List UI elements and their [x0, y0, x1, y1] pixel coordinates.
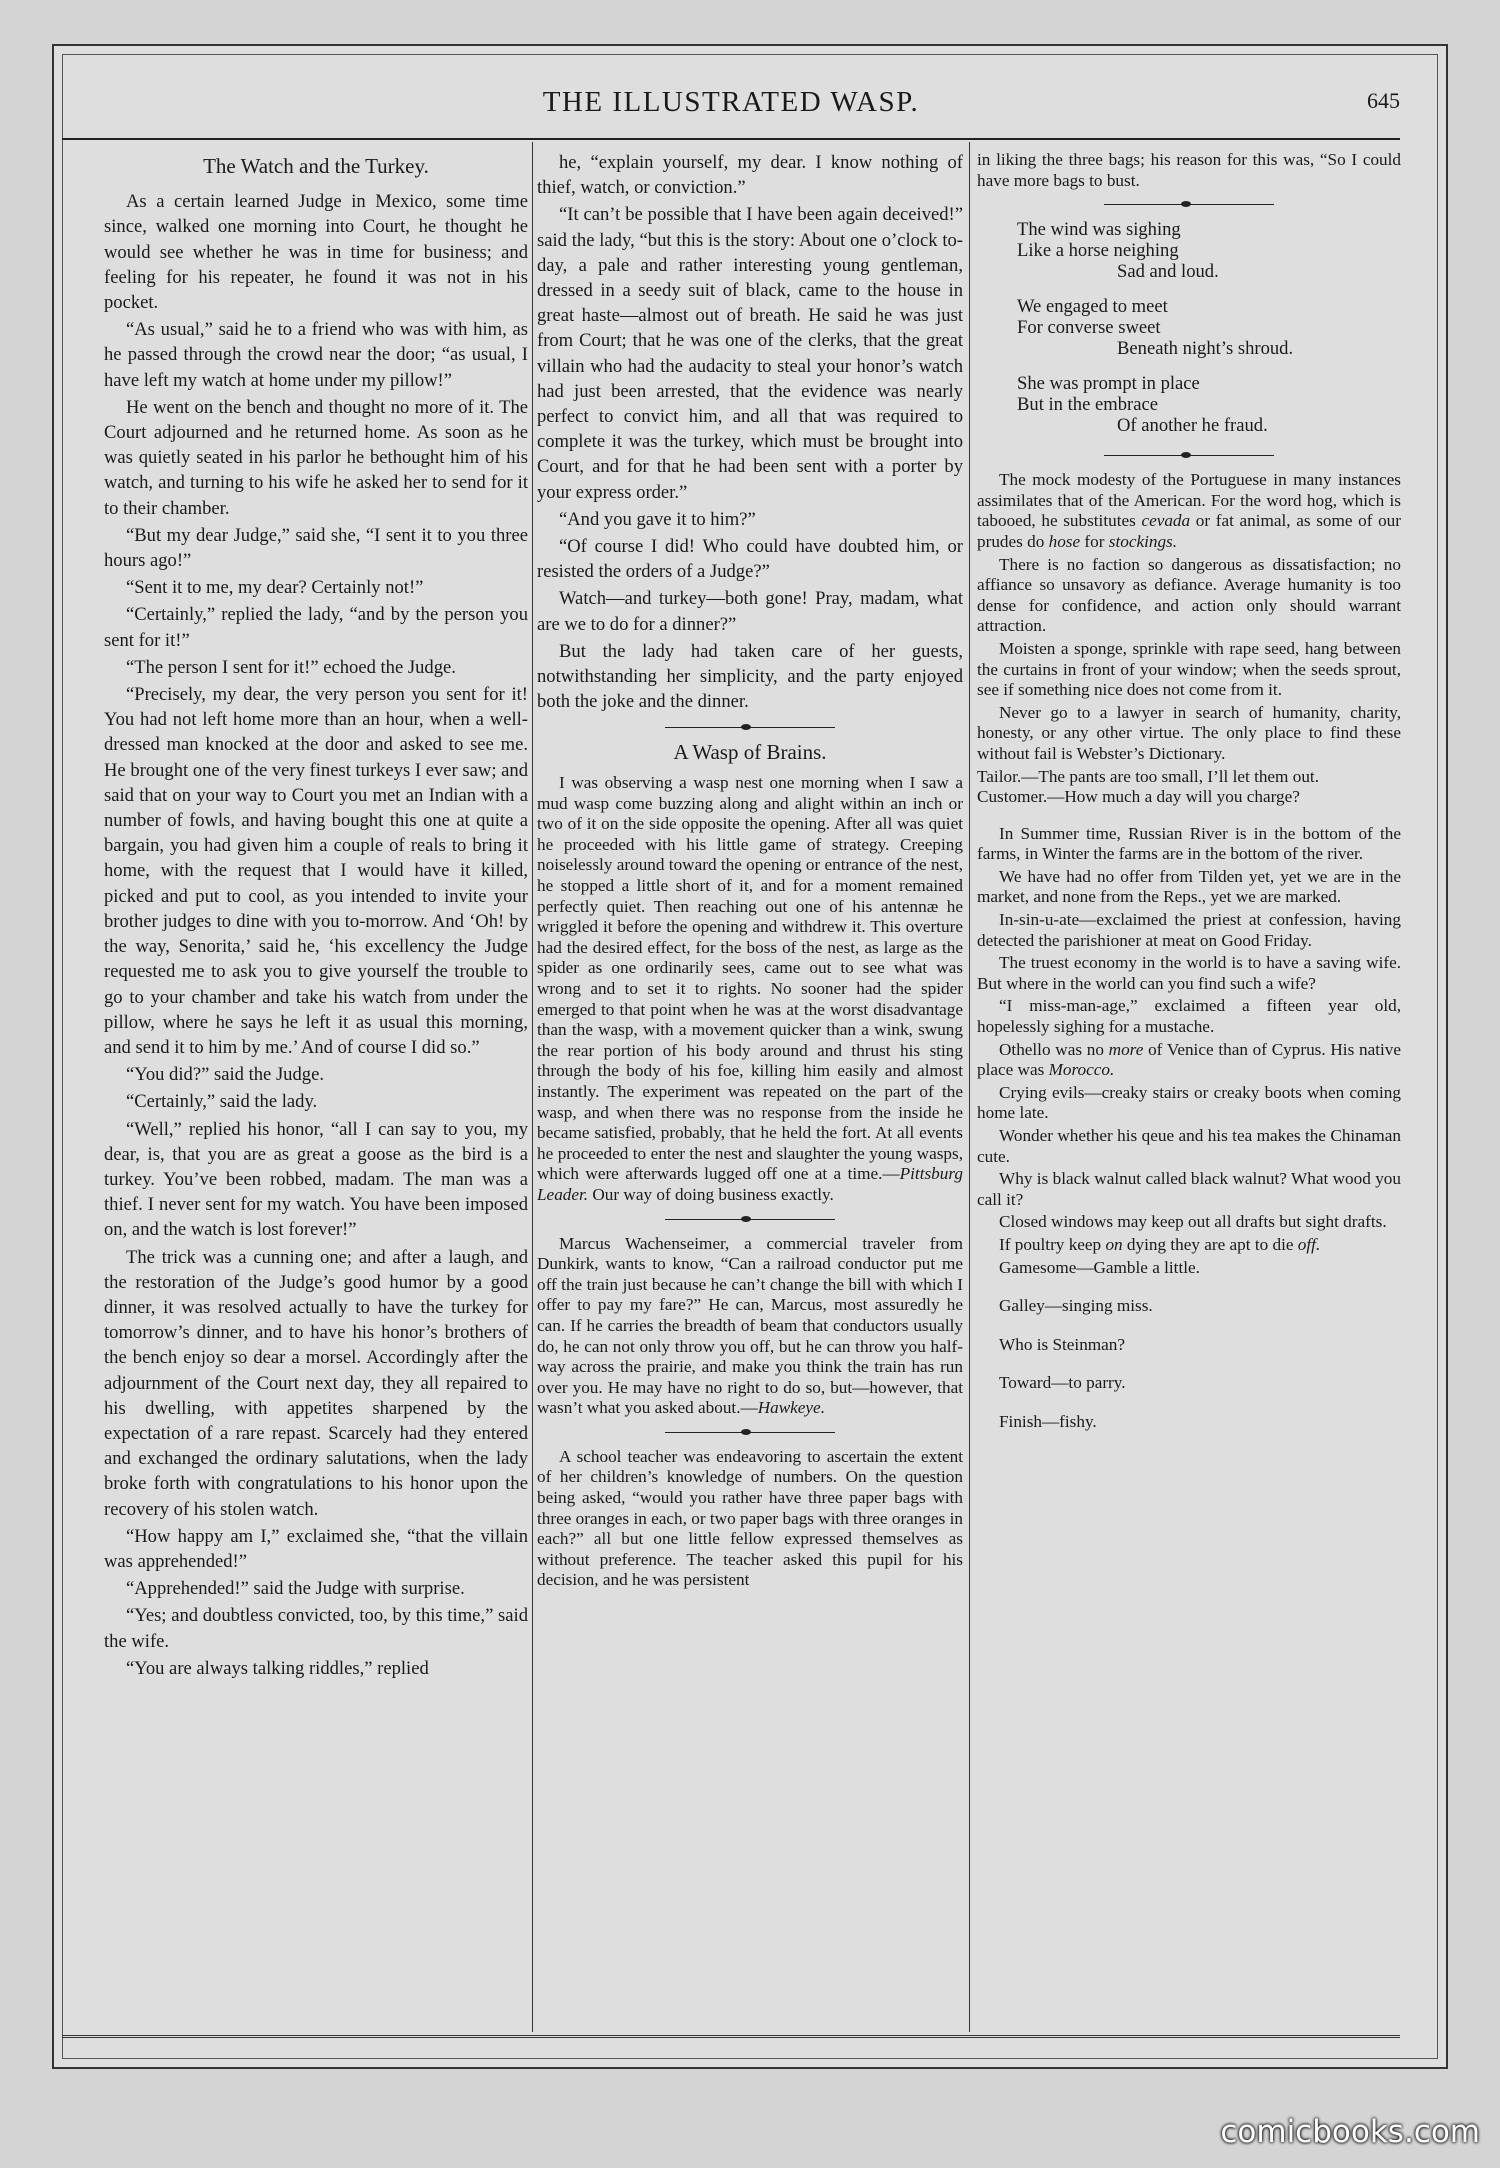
- article-paragraph: [977, 1235, 1401, 1256]
- article-paragraph: In Summer time, Russian River is in the bottom of the farms, in Winter the farms are in the bottom of the river.: [977, 823, 1401, 864]
- bottom-rule: [62, 2035, 1400, 2038]
- paragraph-list: [977, 555, 1401, 765]
- article-paragraph: “You are always talking riddles,” replied: [126, 1657, 429, 1679]
- poem-line: Sad and loud.: [1117, 261, 1219, 283]
- article-paragraph: Crying evils—creaky stairs or creaky boots when coming home late.: [977, 1082, 1401, 1123]
- article-paragraph: Moisten a sponge, sprinkle with rape seed, hang between the curtains in front of your window; when the seeds sprout, see if something nice does not come from it.: [977, 638, 1401, 700]
- section-divider: [537, 722, 963, 732]
- article-body: [104, 189, 528, 1681]
- article-paragraph: “Well,” replied his honor, “all I can say to you, my dear, is, that you are as great a goose as the bird is a turkey. You’ve been robbed, madam. The man was a thief. I never sent for my watch. You have been imposed on, and the watch is lost forever!”: [104, 1118, 528, 1241]
- article-paragraph: [537, 773, 963, 1205]
- article-paragraph: [977, 1040, 1401, 1081]
- paragraph-list: [977, 824, 1401, 1038]
- column-rule: [969, 142, 970, 2032]
- article-title: A Wasp of Brains.: [673, 740, 827, 765]
- one-liner: Galley—singing miss.: [999, 1296, 1153, 1316]
- source-credit: Pittsburg Leader.: [537, 1164, 963, 1204]
- poem-stanza: [1017, 373, 1401, 436]
- article-paragraph: He went on the bench and thought no more of it. The Court adjourned and he returned home. As soon as he was quietly seated in his parlor he bethought him of his watch, and turning to his wife he asked her to send for it to their chamber.: [104, 396, 528, 519]
- article-title: The Watch and the Turkey.: [203, 154, 429, 178]
- article-paragraph: “But my dear Judge,” said she, “I sent it to you three hours ago!”: [104, 524, 528, 572]
- article-text: Marcus Wachenseimer, a commercial traveler from Dunkirk, wants to know, “Can a railroad conductor put me off the train just because he can’t change the bill with which I offer to pay my fare?” He can, Marcus, most assuredly he can. If he carries the breadth of beam that conductors usually do, he can not only throw you off, but he can throw you half-way across the prairie, and make you think the train has run over you. He may have no right to do so, but—however, that wasn’t what you asked about.—: [537, 1233, 963, 1418]
- article-text: The mock modesty of the Portuguese in many instances assimilates that of the American. For the word hog, which is tabooed, he substitutes: [977, 470, 1401, 531]
- poem-line: We engaged to meet: [1017, 296, 1168, 318]
- article-paragraph: “Apprehended!” said the Judge with surprise.: [126, 1578, 465, 1600]
- article-paragraph: “Precisely, my dear, the very person you sent for it! You had not left home more than an hour, when a well-dressed man knocked at the door and asked to see me. He brought one of the very finest turkeys I ever saw; and said that on your way to Court you met an Indian with a number of fowls, and having bought this one at quite a bargain, you had given him a couple of reals to bring it home, with the request that I would have it killed, picked and put to cool, as you intended to invite your brother judges to dine with you to-morrow. And ‘Oh! by the way, Senorita,’ said he, ‘his excellency the Judge requested me to ask you to give yourself the trouble to go to your chamber and take his watch from under the pillow, where he says he left it as usual this morning, and send it to him by me.’ And of course I did so.”: [104, 684, 528, 1058]
- poem: [1017, 219, 1401, 436]
- italic-word: stockings.: [1108, 531, 1178, 551]
- article-paragraph: The trick was a cunning one; and after a laugh, and the restoration of the Judge’s good humor by a good dinner, it was resolved actually to have the turkey for tomorrow’s dinner, and to have his honor’s brothers of the bench enjoy so dear a morsel. Accordingly after the adjournment of the Court next day, they all repaired to his dwelling, with appetites sharpened by the expectation of a rare repast. Scarcely had they entered and exchanged the ordinary salutations, when the lady broke forth with congratulations to his honor upon the recovery of his stolen watch.: [104, 1246, 528, 1520]
- section-divider: [537, 1214, 963, 1224]
- italic-word: off.: [1297, 1234, 1321, 1254]
- article-paragraph: But the lady had taken care of her guests, notwithstanding her simplicity, and the party enjoyed both the joke and the dinner.: [537, 640, 963, 713]
- article-text: Our way of doing business exactly.: [588, 1184, 834, 1204]
- article-paragraph: [977, 470, 1401, 552]
- italic-word: hose: [1048, 531, 1081, 551]
- watermark: comicbooks.com: [1220, 2114, 1480, 2150]
- dialog-line: Customer.—How much a day will you charge?: [977, 787, 1300, 807]
- page-header: [62, 82, 1400, 140]
- article-paragraph: he, “explain yourself, my dear. I know nothing of thief, watch, or conviction.”: [537, 152, 963, 199]
- italic-word: more: [1108, 1039, 1144, 1059]
- one-liner: Gamesome—Gamble a little.: [999, 1257, 1200, 1277]
- article-paragraph: “Of course I did! Who could have doubted him, or resisted the orders of a Judge?”: [537, 536, 963, 583]
- article-paragraph: Watch—and turkey—both gone! Pray, madam, what are we to do for a dinner?”: [537, 588, 963, 635]
- article-paragraph: “Yes; and doubtless convicted, too, by this time,” said the wife.: [104, 1605, 528, 1652]
- article-paragraph: “Certainly,” replied the lady, “and by the person you sent for it!”: [104, 604, 528, 651]
- one-liner: Toward—to parry.: [999, 1373, 1126, 1393]
- poem-stanza: [1017, 219, 1401, 282]
- column-1: [104, 150, 528, 2030]
- article-text: If poultry keep: [999, 1234, 1106, 1254]
- article-paragraph: “Sent it to me, my dear? Certainly not!”: [126, 577, 424, 599]
- source-credit: Hawkeye.: [757, 1398, 825, 1418]
- article-paragraph: “Certainly,” said the lady.: [126, 1091, 318, 1113]
- poem-line: Of another he fraud.: [1117, 415, 1268, 437]
- italic-word: cevada: [1141, 511, 1191, 531]
- dialog-line: Tailor.—The pants are too small, I’ll let them out.: [977, 766, 1319, 786]
- article-paragraph: “You did?” said the Judge.: [126, 1064, 324, 1086]
- poem-stanza: [1017, 296, 1401, 359]
- article-text: dying they are apt to die: [1122, 1234, 1298, 1254]
- section-divider: [977, 450, 1401, 460]
- poem-line: Like a horse neighing: [1017, 240, 1179, 262]
- one-liner: Who is Steinman?: [999, 1334, 1126, 1354]
- page-number: 645: [1367, 88, 1400, 113]
- column-3: [977, 150, 1401, 2030]
- italic-word: Morocco.: [1048, 1060, 1115, 1080]
- poem-line: For converse sweet: [1017, 317, 1161, 339]
- one-liner: Finish—fishy.: [999, 1411, 1097, 1431]
- italic-word: on: [1105, 1234, 1123, 1254]
- column-2: [537, 150, 963, 2030]
- article-paragraph: in liking the three bags; his reason for this was, “So I could have more bags to bust.: [977, 150, 1401, 190]
- article-paragraph: “I miss-man-age,” exclaimed a fifteen year old, hopelessly sighing for a mustache.: [977, 996, 1401, 1037]
- paragraph-list: [977, 1083, 1401, 1233]
- dialog: [977, 767, 1401, 808]
- article-paragraph: “And you gave it to him?”: [559, 508, 756, 530]
- article-paragraph: Why is black walnut called black walnut? What wood you call it?: [977, 1169, 1401, 1209]
- article-continuation: [537, 150, 963, 714]
- article-paragraph: As a certain learned Judge in Mexico, some time since, walked one morning into Court, he thought he would see whether he was in time for business; and feeling for his repeater, he found it was not in his pocket.: [104, 191, 528, 314]
- article-paragraph: “The person I sent for it!” echoed the Judge.: [126, 656, 456, 678]
- article-text: of Venice than of Cyprus. His native place was: [977, 1039, 1401, 1080]
- article-paragraph: “How happy am I,” exclaimed she, “that the villain was apprehended!”: [104, 1525, 528, 1572]
- poem-line: Beneath night’s shroud.: [1117, 338, 1294, 360]
- column-rule: [532, 142, 533, 2032]
- article-paragraph: [537, 1234, 963, 1419]
- poem-line: The wind was sighing: [1017, 219, 1181, 241]
- section-divider: [977, 199, 1401, 209]
- article-paragraph: The truest economy in the world is to have a saving wife. But where in the world can you find such a wife?: [977, 953, 1401, 993]
- article-text: I was observing a wasp nest one morning when I saw a mud wasp come buzzing along and alight within an inch or two of it on the side opposite the opening. After all was quiet he proceeded with his little game of strategy. Creeping noiselessly around toward the opening or entrance of the nest, he stopped a little short of it, and for a moment remained perfectly quiet. Then reaching out one of his antennæ he wriggled it before the opening and withdrew it. This overture had the desired effect, for the boss of the nest, as large as the spider as one ordinarily sees, came out to see what was wrong and to set it to rights. No sooner had the spider emerged to that point when he was at the worst disadvantage than the wasp, with a movement quicker than a wink, swung the rear portion of his body around and thrust his sting through the body of his foe, killing him easily and almost instantly. The experiment was repeated on the part of the wasp, and when there was no response from the inside he became satisfied, probably, that he held the fort. At all events he proceeded to enter the nest and slaughter the young wasps, which were afterwards lugged off one at a time.—: [537, 773, 963, 1184]
- publication-title: THE ILLUSTRATED WASP.: [542, 86, 920, 118]
- poem-line: But in the embrace: [1017, 394, 1158, 416]
- poem-line: She was prompt in place: [1017, 373, 1200, 395]
- article-text: Othello was no: [999, 1039, 1109, 1059]
- article-paragraph: Never go to a lawyer in search of humanity, charity, honesty, or any other virtue. The only place to find these without fail is Webster’s Dictionary.: [977, 702, 1401, 763]
- article-paragraph: A school teacher was endeavoring to ascertain the extent of her children’s knowledge of numbers. On the question being asked, “would you rather have three paper bags with three oranges in each, or two paper bags with three oranges in each?” all but one little fellow expressed themselves as without preference. The teacher asked this pupil for his decision, and he was persistent: [537, 1446, 963, 1590]
- article-text: for: [1080, 531, 1109, 551]
- article-paragraph: Wonder whether his qeue and his tea makes the Chinaman cute.: [977, 1126, 1401, 1166]
- article-paragraph: We have had no offer from Tilden yet, yet we are in the market, and none from the Reps., yet we are marked.: [977, 866, 1401, 907]
- article-paragraph: “As usual,” said he to a friend who was with him, as he passed through the crowd near the door; “as usual, I have left my watch at home under my pillow!”: [104, 319, 528, 391]
- article-text: or fat animal, as some of our prudes do: [977, 511, 1401, 551]
- article-paragraph: There is no faction so dangerous as dissatisfaction; no affiance so unsavory as defiance. Average humanity is too dense for confidence, and action only should warrant attraction.: [977, 554, 1401, 636]
- article-paragraph: In-sin-u-ate—exclaimed the priest at confession, having detected the parishioner at meat on Good Friday.: [977, 910, 1401, 950]
- article-paragraph: “It can’t be possible that I have been again deceived!” said the lady, “but this is the story: About one o’clock to-day, a pale and rather interesting young gentleman, dressed in a seedy suit of black, came to the house in great haste—almost out of breath. He said he was just from Court; that he was one of the clerks, that the great villain who had the audacity to steal your honor’s watch had just been arrested, that the evidence was nearly perfect to convict him, and all that was required to complete it was the turkey, which must be brought into Court, and for that he had been sent with a porter by your express order.”: [537, 204, 963, 503]
- section-divider: [537, 1427, 963, 1437]
- article-paragraph: Closed windows may keep out all drafts but sight drafts.: [999, 1212, 1387, 1232]
- one-liner-list: [977, 1258, 1401, 1433]
